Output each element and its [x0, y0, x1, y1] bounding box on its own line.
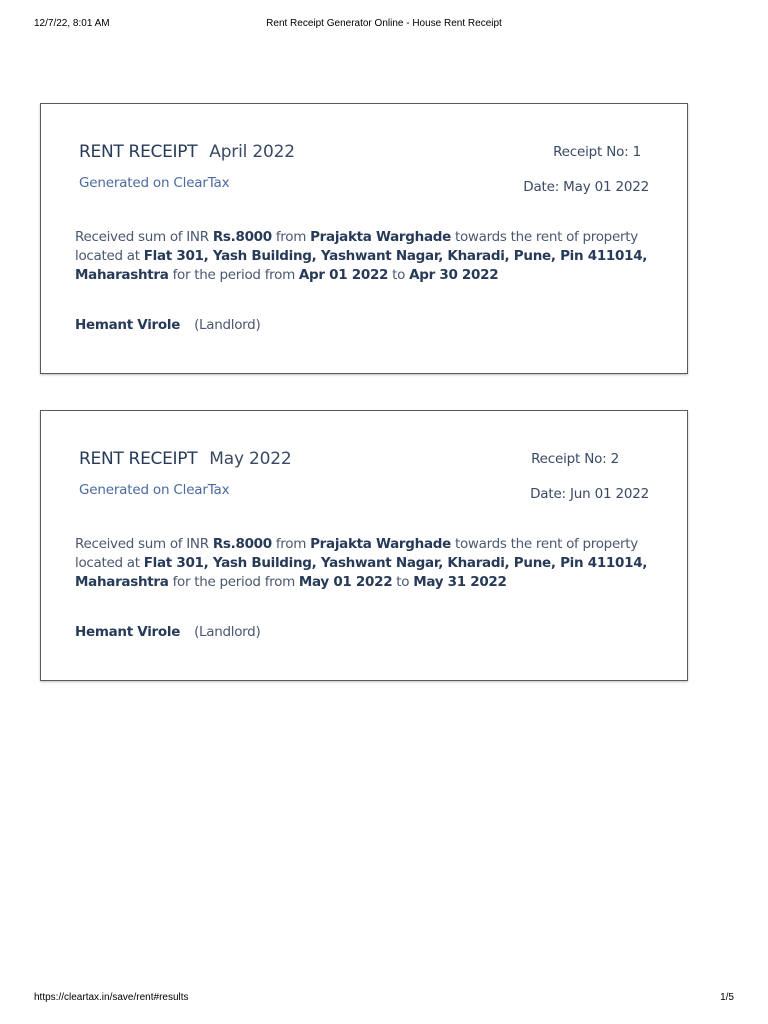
rent-receipt-card	[40, 103, 688, 374]
receipt-month: April 2022	[209, 142, 295, 162]
text-from: from	[271, 229, 311, 245]
landlord-role: (Landlord)	[194, 624, 261, 640]
text-towards: towards the rent of property located at	[75, 229, 638, 264]
receipt-date: Date: May 01 2022	[523, 179, 649, 195]
landlord-signature	[75, 624, 260, 640]
period-from: May 01 2022	[298, 574, 393, 590]
tenant-name: Prajakta Warghade	[310, 536, 451, 552]
text-received: Received sum of INR	[75, 536, 213, 552]
text-to: to	[388, 267, 410, 283]
period-to: May 31 2022	[413, 574, 507, 590]
receipt-number: Receipt No: 2	[531, 451, 619, 467]
text-to: to	[392, 574, 414, 590]
print-url: https://cleartax.in/save/rent#results	[34, 992, 189, 1003]
receipt-body-text	[75, 228, 665, 285]
print-page-number: 1/5	[720, 992, 734, 1003]
period-from: Apr 01 2022	[298, 267, 389, 283]
print-header	[34, 18, 734, 32]
landlord-name: Hemant Virole	[75, 317, 181, 333]
property-address: Flat 301, Yash Building, Yashwant Nagar, Kharadi, Pune, Pin 411014, Maharashtra	[75, 555, 648, 590]
receipt-month: May 2022	[209, 449, 292, 469]
receipt-date: Date: Jun 01 2022	[530, 486, 649, 502]
landlord-signature	[75, 317, 260, 333]
receipt-title: RENT RECEIPT	[79, 142, 198, 162]
receipt-title-row	[79, 142, 295, 162]
text-period: for the period from	[168, 267, 299, 283]
tenant-name: Prajakta Warghade	[310, 229, 451, 245]
receipt-title: RENT RECEIPT	[79, 449, 198, 469]
generated-on-label: Generated on ClearTax	[79, 482, 230, 498]
text-towards: towards the rent of property located at	[75, 536, 638, 571]
receipt-body-text	[75, 535, 665, 592]
print-datetime: 12/7/22, 8:01 AM	[34, 18, 110, 29]
print-footer	[34, 992, 734, 1006]
landlord-name: Hemant Virole	[75, 624, 181, 640]
amount: Rs.8000	[212, 536, 272, 552]
text-received: Received sum of INR	[75, 229, 213, 245]
period-to: Apr 30 2022	[409, 267, 499, 283]
receipt-title-row	[79, 449, 292, 469]
amount: Rs.8000	[212, 229, 272, 245]
print-page-title: Rent Receipt Generator Online - House Rent Receipt	[266, 18, 502, 29]
text-period: for the period from	[168, 574, 299, 590]
text-from: from	[271, 536, 311, 552]
receipt-number: Receipt No: 1	[553, 144, 641, 160]
generated-on-label: Generated on ClearTax	[79, 175, 230, 191]
rent-receipt-card	[40, 410, 688, 681]
landlord-role: (Landlord)	[194, 317, 261, 333]
property-address: Flat 301, Yash Building, Yashwant Nagar, Kharadi, Pune, Pin 411014, Maharashtra	[75, 248, 648, 283]
